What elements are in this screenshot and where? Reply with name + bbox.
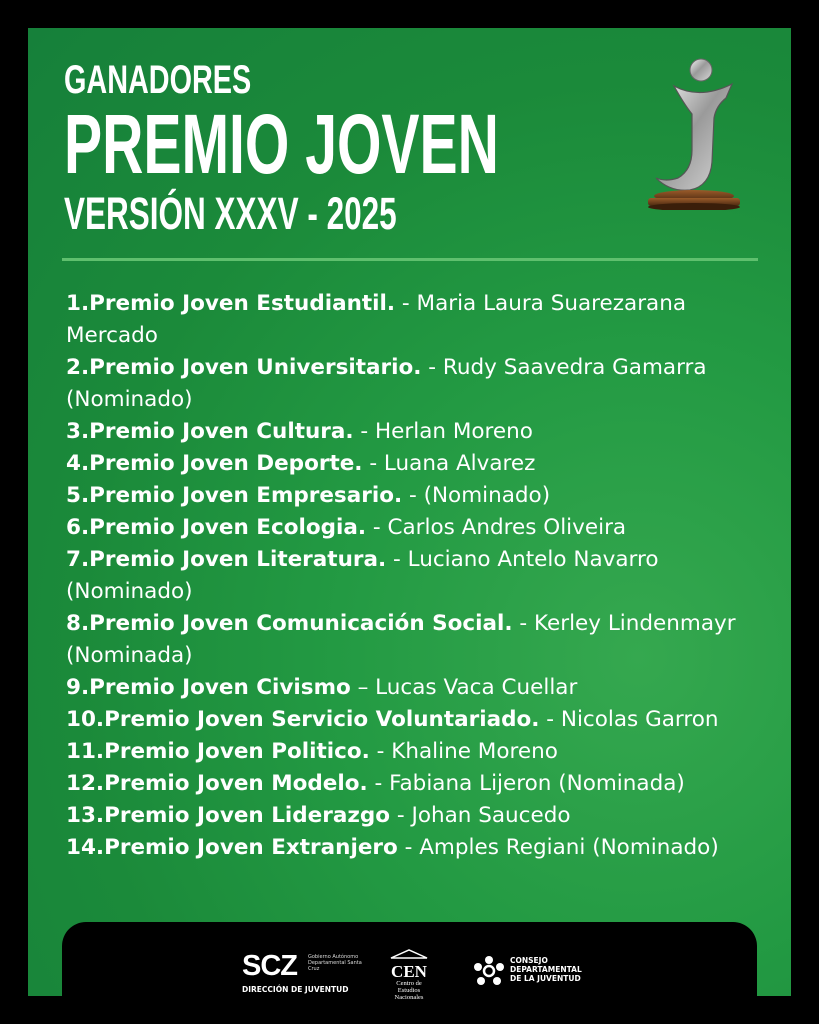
award-category: 1.Premio Joven Estudiantil. [66,291,396,316]
list-item [66,480,766,512]
award-winner: - Herlan Moreno [353,419,533,444]
trophy-icon [634,58,754,210]
title-ganadores: GANADORES [64,58,252,102]
award-winner: - Amples Regiani (Nominado) [397,835,719,860]
award-winner: - Carlos Andres Oliveira [366,515,627,540]
scz-government-text: Gobierno Autónomo Departamental Santa Cruz [308,954,362,972]
award-category: 11.Premio Joven Politico. [66,739,370,764]
award-category: 5.Premio Joven Empresario. [66,483,403,508]
award-winner: - Johan Saucedo [390,803,571,828]
list-item [66,832,766,864]
award-category: 7.Premio Joven Literatura. [66,547,387,572]
award-winner: - (Nominado) [402,483,551,508]
award-category: 2.Premio Joven Universitario. [66,355,422,380]
list-item [66,672,766,704]
title-version: VERSIÓN XXXV - 2025 [64,188,397,239]
title-premio-joven: PREMIO JOVEN [64,97,499,191]
award-category: 14.Premio Joven Extranjero [66,835,398,860]
award-winner: - Fabiana Lijeron (Nominada) [367,771,685,796]
list-item [66,352,766,416]
people-circle-icon [472,954,506,988]
cen-logo [385,944,433,1001]
cdj-line1: CONSEJO [510,956,548,965]
award-category: 10.Premio Joven Servicio Voluntariado. [66,707,540,732]
award-category: 6.Premio Joven Ecologia. [66,515,367,540]
awards-list [66,288,766,864]
award-category: 9.Premio Joven Civismo [66,675,351,700]
list-item [66,768,766,800]
award-winner: - Kerley Lindenmayr (Nominada) [66,611,736,668]
scz-subtitle: DIRECCIÓN DE JUVENTUD [242,985,349,994]
list-item [66,736,766,768]
cdj-line3: DE LA JUVENTUD [510,974,581,983]
list-item [66,288,766,352]
award-winner: - Khaline Moreno [369,739,558,764]
award-winner: – Lucas Vaca Cuellar [350,675,578,700]
cen-mark: CEN [391,962,427,981]
award-category: 3.Premio Joven Cultura. [66,419,354,444]
cen-line2: Estudios [397,987,421,994]
list-item [66,608,766,672]
list-item [66,544,766,608]
footer-logos [62,922,757,1024]
list-item [66,448,766,480]
award-category: 12.Premio Joven Modelo. [66,771,368,796]
poster-panel [28,28,791,996]
award-category: 13.Premio Joven Liderazgo [66,803,391,828]
building-roof-icon [389,949,429,959]
scz-mark: SCZ [242,950,297,982]
list-item [66,512,766,544]
award-winner: - Luciano Antelo Navarro (Nominado) [66,547,659,604]
list-item [66,800,766,832]
award-winner: - Rudy Saavedra Gamarra (Nominado) [66,355,707,412]
list-item [66,704,766,736]
cen-line1: Centro de [396,980,422,987]
cdj-text [510,956,590,983]
scz-logo [242,950,362,994]
award-winner: - Luana Alvarez [362,451,536,476]
cen-line3: Nacionales [394,994,424,1001]
award-winner: - Maria Laura Suarezarana Mercado [66,291,687,348]
divider-line [62,258,758,261]
award-category: 8.Premio Joven Comunicación Social. [66,611,513,636]
award-category: 4.Premio Joven Deporte. [66,451,363,476]
award-winner: - Nicolas Garron [539,707,719,732]
cdj-line2: DEPARTAMENTAL [510,965,582,974]
list-item [66,416,766,448]
